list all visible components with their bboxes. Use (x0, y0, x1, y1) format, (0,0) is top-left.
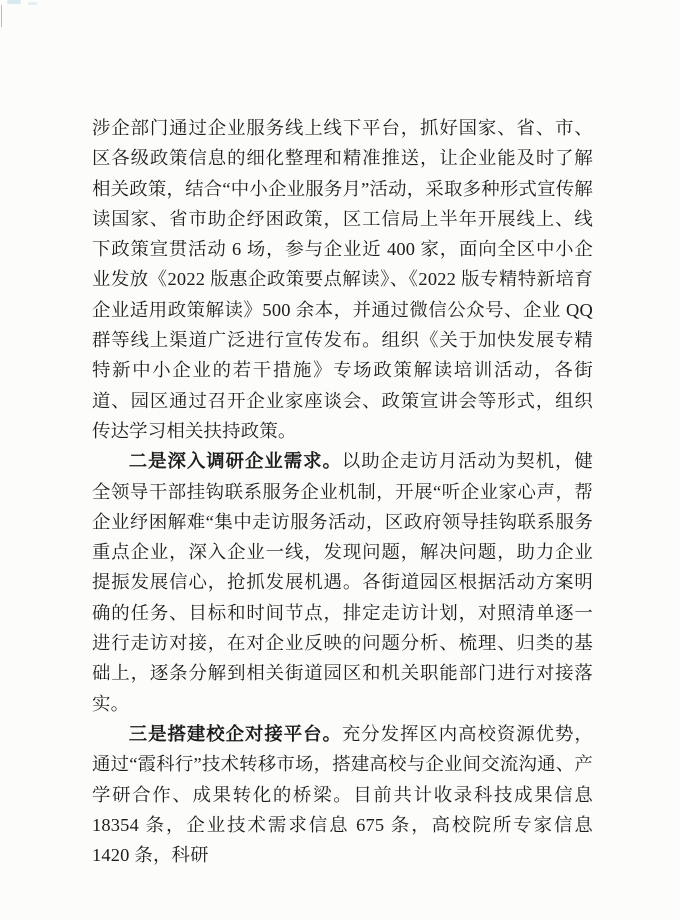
paragraph-3-text: 充分发挥区内高校资源优势，通过“霞科行”技术转移市场，搭建高校与企业间交流沟通、产学研合作、成果转化的桥梁。目前共计收录科技成果信息 18354 条，企业技术需求信息 675 条，高校院所专家信息 1420 条，科研 (92, 723, 593, 866)
document-text-block (92, 113, 593, 870)
paragraph-2-bold-lead: 二是深入调研企业需求。 (128, 451, 342, 472)
scan-artifact-speck (7, 0, 21, 4)
scan-artifact-edge-line (1, 5, 2, 27)
paragraph-1 (92, 113, 593, 446)
paragraph-3-bold-lead: 三是搭建校企对接平台。 (128, 723, 342, 744)
paragraph-3 (92, 719, 593, 870)
paragraph-2-text: 以助企走访月活动为契机，健全领导干部挂钩联系服务企业机制，开展“听企业家心声，帮企业纾困解难“集中走访服务活动，区政府领导挂钩联系服务重点企业，深入企业一线，发现问题，解决问题，助力企业提振发展信心，抢抓发展机遇。各街道园区根据活动方案明确的任务、目标和时间节点，排定走访计划，对照清单逐一进行走访对接，在对企业反映的问题分析、梳理、归类的基础上，逐条分解到相关街道园区和机关职能部门进行对接落实。 (92, 451, 593, 714)
paragraph-1-text: 涉企部门通过企业服务线上线下平台，抓好国家、省、市、区各级政策信息的细化整理和精准推送，让企业能及时了解相关政策，结合“中小企业服务月”活动，采取多种形式宣传解读国家、省市助企纾困政策，区工信局上半年开展线上、线下政策宣贯活动 6 场，参与企业近 400 家，面向全区中小企业发放《2022 版惠企政策要点解读》、《2022 版专精特新培育企业适用政策解读》500 余本，并通过微信公众号、企业 QQ 群等线上渠道广泛进行宣传发布。组织《关于加快发展专精特新中小企业的若干措施》专场政策解读培训活动，各街道、园区通过召开企业家座谈会、政策宣讲会等形式，组织传达学习相关扶持政策。 (92, 118, 593, 441)
scan-artifact-speck (28, 2, 37, 5)
paragraph-2 (92, 446, 593, 719)
